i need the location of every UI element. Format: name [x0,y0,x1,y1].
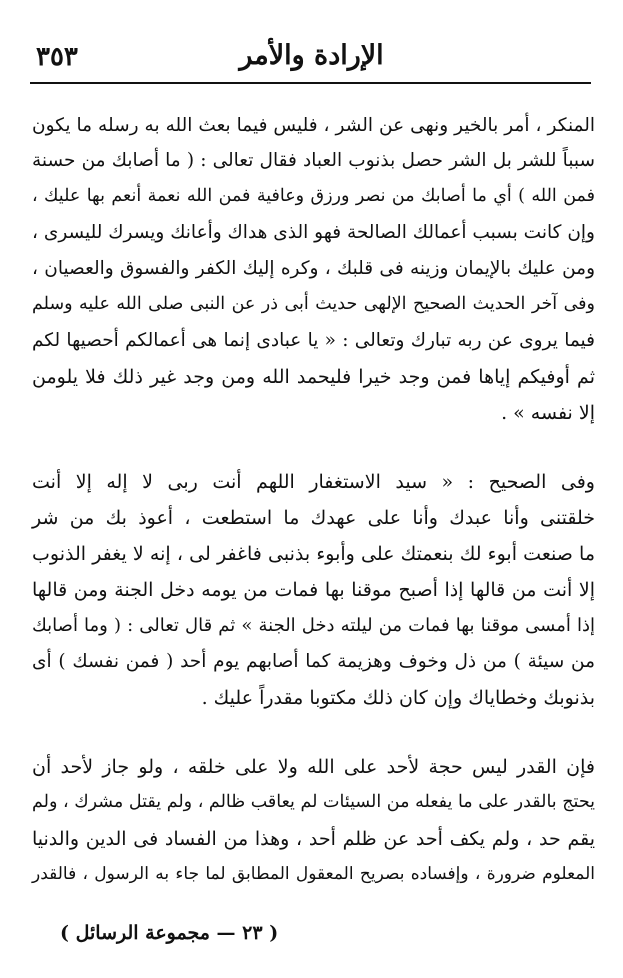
text-line: يقم حد ، ولم يكف أحد عن ظلم أحد ، وهذا من الفساد فى الدين والدنيا [32,828,595,850]
text-line: المنكر ، أمر بالخير ونهى عن الشر ، فليس فيما بعث الله به رسله ما يكون [32,115,595,136]
footer-signature: ( ٢٣ — مجموعة الرسائل ) [60,922,279,944]
page-number: ٣٥٣ [36,42,78,72]
text-line: يحتج بالقدر على ما يفعله من السيئات لم يعاقب ظالم ، ولم يقتل مشرك ، ولم [32,792,595,812]
text-line: إلا أنت من قالها إذا أصبح موقنا بها فمات من يومه دخل الجنة ومن قالها [32,579,595,601]
text-line: ثم أوفيكم إياها فمن وجد خيرا فليحمد الله ومن وجد غير ذلك فلا يلومن [32,366,595,388]
text-line: سبباً للشر بل الشر حصل بذنوب العباد فقال تعالى : ( ما أصابك من حسنة [32,150,595,171]
running-title: الإرادة والأمر [239,40,384,71]
text-line: بذنوبك وخطاياك وإن كان ذلك مكتوبا مقدراً عليك . [201,687,595,709]
text-line: إلا نفسه » . [501,402,595,424]
text-line: وفى الصحيح : « سيد الاستغفار اللهم أنت ربى لا إله إلا أنت [32,471,595,493]
text-line: فإن القدر ليس حجة لأحد على الله ولا على خلقه ، ولو جاز لأحد أن [32,756,595,778]
text-line: خلقتنى وأنا عبدك وأنا على عهدك ما استطعت ، أعوذ بك من شر [32,507,595,529]
header-rule [30,82,591,84]
text-line: فيما يروى عن ربه تبارك وتعالى : « يا عبادى إنما هى أعمالكم أحصيها لكم [32,330,595,351]
text-line: إذا أمسى موقنا بها فمات من ليلته دخل الجنة » ثم قال تعالى : ( وما أصابك [32,615,595,636]
text-line: فمن الله ) أي ما أصابك من نصر ورزق وعافية فمن الله نعمة أنعم بها عليك ، [32,186,595,206]
text-line: ما صنعت أبوء لك بنعمتك على وأبوء بذنبى فاغفر لى ، إنه لا يغفر الذنوب [32,543,595,565]
text-line: وفى آخر الحديث الصحيح الإلهى حديث أبى ذر عن النبى صلى الله عليه وسلم [32,294,595,314]
text-line: المعلوم ضرورة ، وإفساده بصريح المعقول المطابق لما جاء به الرسول ، فالقدر [32,864,595,884]
text-line: وإن كانت بسبب أعمالك الصالحة فهو الذى هداك وأعانك ويسرك لليسرى ، [32,222,595,243]
text-line: من سيئة ) من ذل وخوف وهزيمة كما أصابهم يوم أحد ( فمن نفسك ) أى [32,651,595,672]
text-line: ومن عليك بالإيمان وزينه فى قلبك ، وكره إليك الكفر والفسوق والعصيان ، [32,258,595,279]
